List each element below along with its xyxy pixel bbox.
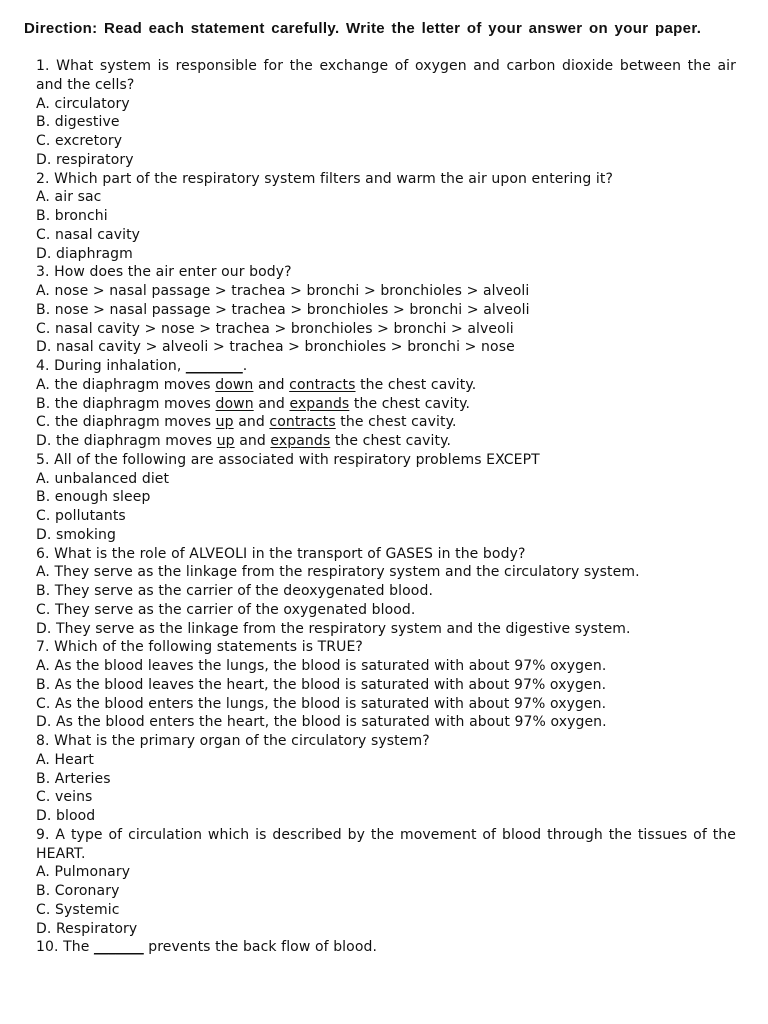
question-1: [36, 57, 736, 170]
question-8-option-c: C. veins: [36, 789, 93, 806]
question-9-option-b: B. Coronary: [36, 883, 120, 899]
question-6-option-c: C. They serve as the carrier of the oxygenated blood.: [36, 601, 416, 618]
question-8-option-b: B. Arteries: [36, 770, 111, 787]
option-text: A. the diaphragm moves: [36, 376, 216, 393]
question-7-option-c: C. As the blood enters the lungs, the blood is saturated with about 97% oxygen.: [36, 695, 607, 712]
question-4: [36, 357, 736, 451]
question-5-option-c: C. pollutants: [36, 508, 126, 524]
question-9-option-d: D. Respiratory: [36, 920, 138, 937]
answer-blank: ________: [185, 358, 243, 374]
option-text: the chest cavity.: [335, 414, 457, 431]
question-3-option-c: C. nasal cavity > nose > trachea > bronchioles > bronchi > alveoli: [36, 320, 514, 337]
underlined-term: contracts: [269, 414, 336, 431]
question-2: [36, 170, 736, 264]
option-text: the chest cavity.: [330, 433, 452, 449]
question-4-stem-text: 4. During inhalation,: [36, 358, 186, 374]
question-8-option-a: A. Heart: [36, 751, 94, 768]
question-3: [36, 263, 736, 357]
question-7-option-b: B. As the blood leaves the heart, the blood is saturated with about 97% oxygen.: [36, 676, 607, 693]
option-text: and: [234, 433, 271, 449]
underlined-term: up: [216, 433, 235, 449]
question-8-option-d: D. blood: [36, 808, 96, 824]
question-1-option-d: D. respiratory: [36, 151, 134, 168]
direction-text: Direction: Read each statement carefully. Write the letter of your answer on your paper.: [24, 20, 702, 37]
question-2-option-d: D. diaphragm: [36, 245, 133, 262]
option-text: and: [253, 395, 290, 412]
option-text: and: [233, 414, 270, 431]
option-text: and: [253, 376, 290, 393]
underlined-term: expands: [289, 395, 350, 412]
option-text: D. the diaphragm moves: [36, 433, 217, 449]
question-9: [36, 826, 736, 939]
underlined-term: contracts: [289, 376, 356, 393]
question-4-option-a: [36, 376, 736, 395]
question-4-option-d: [36, 432, 736, 451]
question-2-option-c: C. nasal cavity: [36, 226, 141, 243]
question-5-option-a: A. unbalanced diet: [36, 470, 170, 487]
option-text: C. the diaphragm moves: [36, 414, 216, 431]
question-2-option-b: B. bronchi: [36, 208, 108, 224]
question-5-option-b: B. enough sleep: [36, 489, 151, 506]
question-7: [36, 638, 736, 732]
question-1-option-c: C. excretory: [36, 133, 123, 149]
question-9-option-c: C. Systemic: [36, 901, 120, 918]
question-6-stem: 6. What is the role of ALVEOLI in the transport of GASES in the body?: [36, 545, 526, 562]
question-4-option-b: [36, 395, 736, 414]
option-text: B. the diaphragm moves: [36, 395, 216, 412]
question-8: [36, 732, 736, 826]
question-9-stem: 9. A type of circulation which is described by the movement of blood through the tissues of the HEART.: [36, 826, 736, 862]
question-3-stem: 3. How does the air enter our body?: [36, 264, 292, 281]
question-10: [36, 938, 736, 957]
question-2-option-a: A. air sac: [36, 189, 102, 206]
question-4-stem: [36, 357, 736, 376]
question-7-option-a: A. As the blood leaves the lungs, the blood is saturated with about 97% oxygen.: [36, 658, 607, 674]
question-5-stem: 5. All of the following are associated with respiratory problems EXCEPT: [36, 451, 540, 468]
question-3-option-b: B. nose > nasal passage > trachea > bronchioles > bronchi > alveoli: [36, 301, 530, 318]
question-6: [36, 545, 736, 639]
question-1-stem: 1. What system is responsible for the exchange of oxygen and carbon dioxide between the air and the cells?: [36, 58, 736, 93]
question-3-option-a: A. nose > nasal passage > trachea > bronchi > bronchioles > alveoli: [36, 283, 530, 299]
question-5-option-d: D. smoking: [36, 526, 116, 543]
underlined-term: down: [215, 395, 254, 412]
question-8-stem: 8. What is the primary organ of the circulatory system?: [36, 733, 430, 749]
underlined-term: down: [215, 376, 254, 393]
question-10-stem-end: prevents the back flow of blood.: [143, 939, 378, 956]
question-10-stem: [36, 938, 736, 957]
question-6-option-a: A. They serve as the linkage from the respiratory system and the circulatory system.: [36, 564, 640, 581]
question-5: [36, 451, 736, 545]
question-9-option-a: A. Pulmonary: [36, 864, 131, 881]
answer-blank: _______: [94, 939, 144, 956]
question-7-stem: 7. Which of the following statements is TRUE?: [36, 639, 363, 656]
underlined-term: up: [215, 414, 234, 431]
question-7-option-d: D. As the blood enters the heart, the blood is saturated with about 97% oxygen.: [36, 714, 607, 731]
question-4-stem-end: .: [242, 358, 248, 374]
question-4-option-c: [36, 413, 736, 432]
question-10-stem-text: 10. The: [36, 939, 95, 956]
question-3-option-d: D. nasal cavity > alveoli > trachea > bronchioles > bronchi > nose: [36, 339, 515, 356]
question-6-option-b: B. They serve as the carrier of the deoxygenated blood.: [36, 583, 434, 599]
question-6-option-d: D. They serve as the linkage from the respiratory system and the digestive system.: [36, 620, 631, 637]
option-text: the chest cavity.: [349, 395, 471, 412]
question-1-option-b: B. digestive: [36, 114, 120, 131]
question-2-stem: 2. Which part of the respiratory system filters and warm the air upon entering it?: [36, 170, 613, 187]
underlined-term: expands: [270, 433, 331, 449]
question-1-option-a: A. circulatory: [36, 95, 130, 112]
option-text: the chest cavity.: [355, 376, 477, 393]
question-list: [36, 57, 736, 957]
